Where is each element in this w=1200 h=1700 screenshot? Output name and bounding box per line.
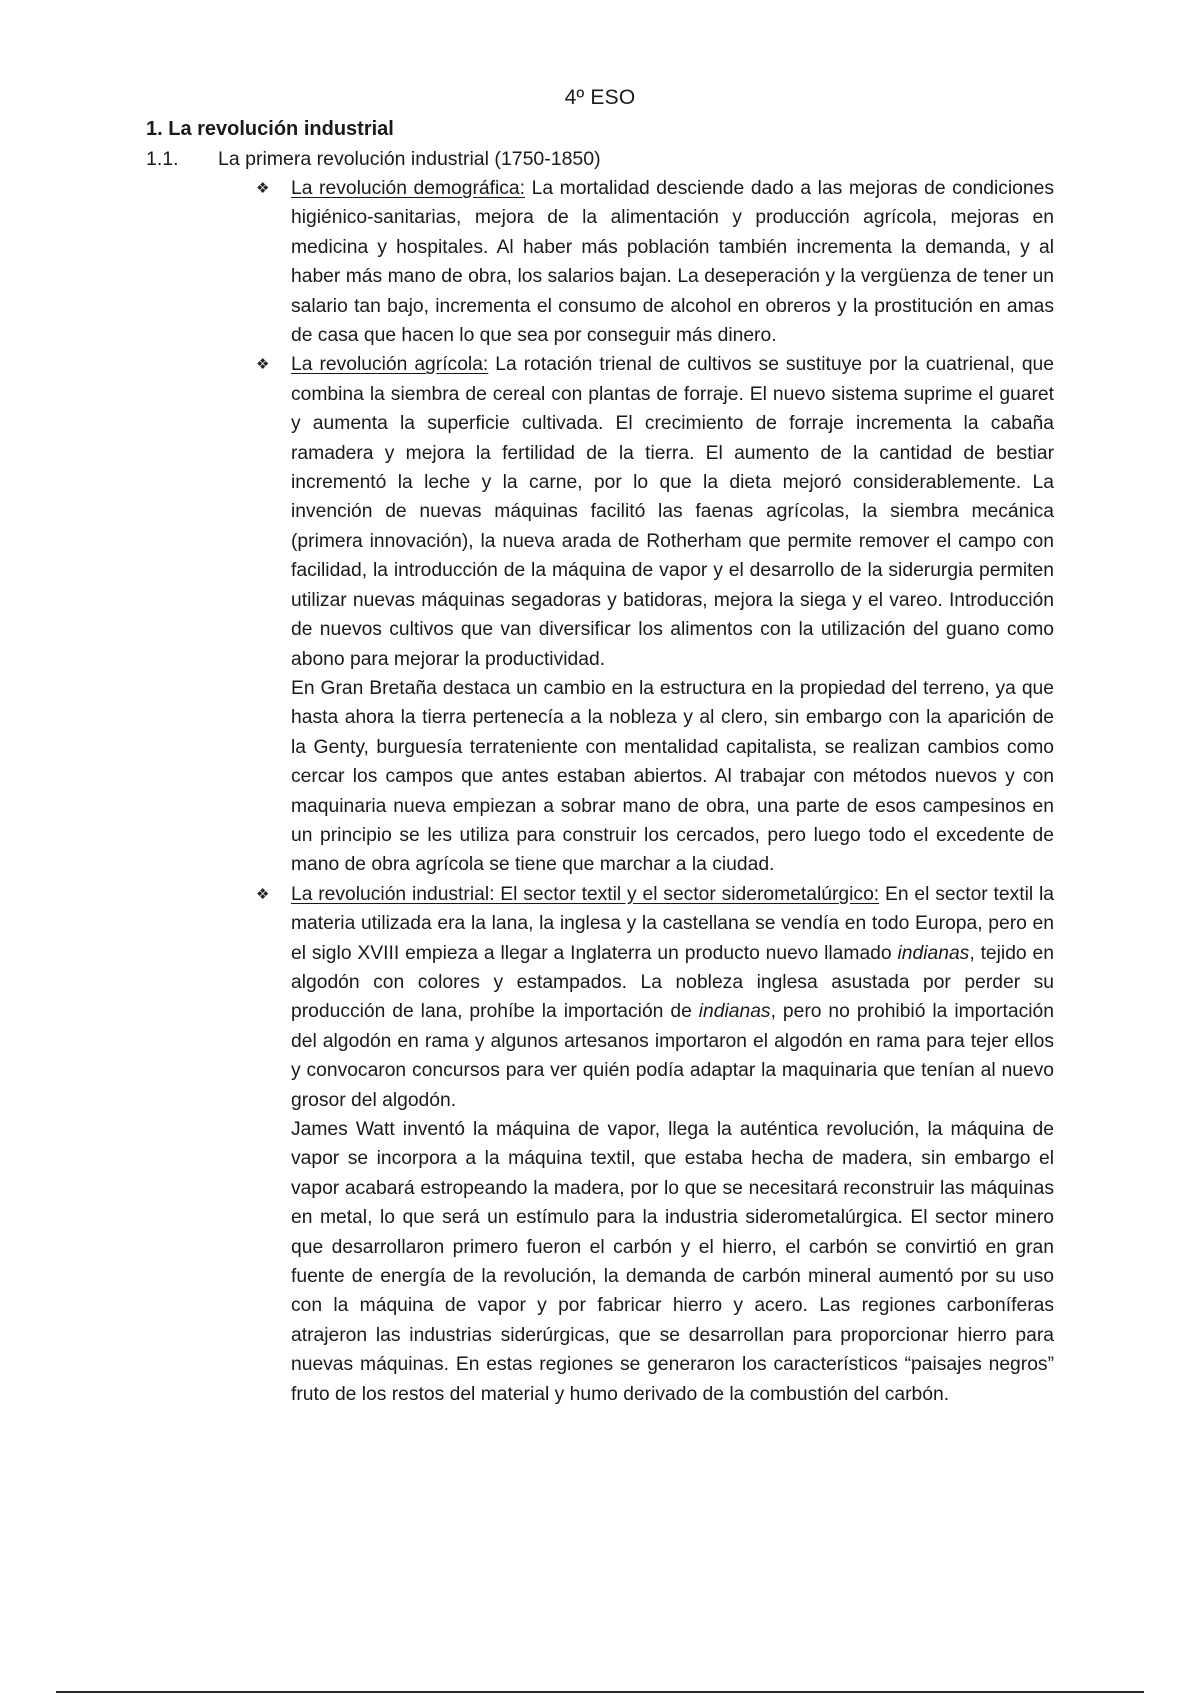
subsection-heading — [146, 148, 601, 171]
bullet-text: La rotación trienal de cultivos se sustituye por la cuatrienal, que combina la siembra de cereal con plantas de forraje. El nuevo sistema suprime el guaret y aumenta la superficie cultivada. El crecimiento de forraje incrementa la cabaña ramadera y mejora la fertilidad de la tierra. El aumento de la cantidad de bestiar incrementó la leche y la carne, por lo que la dieta mejoró considerablemente. La invención de nuevas máquinas facilitó las faenas agrícolas, la siembra mecánica (primera innovación), la nueva arada de Rotherham que permite remover el campo con facilidad, la introducción de la máquina de vapor y el desarrollo de la siderurgia permiten utilizar nuevas máquinas segadoras y batidoras, mejora la siega y el vareo. Introducción de nuevos cultivos que van diversificar los alimentos con la utilización del guano como abono para mejorar la productividad. — [291, 354, 1054, 670]
subsection-title: La primera revolución industrial (1750-1850) — [218, 148, 601, 170]
bullet-heading: La revolución industrial: El sector textil y el sector siderometalúrgico: — [291, 883, 880, 905]
bullet-text: , pero no prohibió la importación del algodón en rama y algunos artesanos importaron el algodón en rama para tejer ellos y convocaron concursos para ver quién podía adaptar la maquinaria que tenían al nuevo grosor del algodón. — [291, 1001, 1054, 1111]
section-title: 1. La revolución industrial — [146, 118, 394, 140]
bullet-industrial — [256, 880, 1054, 1409]
bullet-paragraph — [291, 880, 1054, 1115]
diamond-bullet-icon: ❖ — [256, 885, 270, 903]
bullet-demografica — [256, 174, 1054, 350]
page-header: 4º ESO — [564, 86, 636, 109]
bullet-text: En el sector textil la materia utilizada era la lana, la inglesa y la castellana se vendía en todo Europa, pero en el siglo XVIII empieza a llegar a Inglaterra un producto nuevo llamado — [291, 883, 1054, 964]
italic-term: indianas — [897, 942, 970, 964]
bullet-paragraph — [291, 350, 1054, 673]
diamond-bullet-icon: ❖ — [256, 180, 270, 197]
bullet-text: La mortalidad desciende dado a las mejoras de condiciones higiénico-sanitarias, mejora de la alimentación y producción agrícola, mejoras en medicina y hospitales. Al haber más población también incrementa la demanda, y al haber más mano de obra, los salarios bajan. La deseperación y la vergüenza de tener un salario tan bajo, incrementa el consumo de alcohol en obreros y la prostitución en amas de casa que hacen lo que sea por conseguir más dinero. — [291, 178, 1054, 347]
bullet-heading: La revolución agrícola: — [291, 354, 489, 376]
footer-divider — [56, 1691, 1144, 1693]
bullet-continuation-paragraph: James Watt inventó la máquina de vapor, llega la auténtica revolución, la máquina de vapor se incorpora a la máquina textil, que estaba hecha de madera, sin embargo el vapor acabará estropeando la madera, por lo que se necesitará reconstruir las máquinas en metal, lo que será un estímulo para la industria siderometalúrgica. El sector minero que desarrollaron primero fueron el carbón y el hierro, el carbón se convirtió en gran fuente de energía de la revolución, la demanda de carbón mineral aumentó por su uso con la máquina de vapor y por fabricar hierro y acero. Las regiones carboníferas atrajeron las industrias siderúrgicas, que se desarrollan para proporcionar hierro para nuevas máquinas. En estas regiones se generaron los característicos “paisajes negros” fruto de los restos del material y humo derivado de la combustión del carbón. — [291, 1119, 1054, 1405]
bullet-agricola — [256, 350, 1054, 879]
diamond-bullet-icon: ❖ — [256, 356, 270, 374]
bullet-continuation-paragraph: En Gran Bretaña destaca un cambio en la estructura en la propiedad del terreno, ya que hasta ahora la tierra pertenecía a la nobleza y al clero, sin embargo con la aparición de la Genty, burguesía terrateniente con mentalidad capitalista, se realizan cambios como cercar los campos que antes estaban abiertos. Al trabajar con métodos nuevos y con maquinaria nueva empiezan a sobrar mano de obra, una parte de esos campesinos en un principio se les utiliza para construir los cercados, pero luego todo el excedente de mano de obra agrícola se tiene que marchar a la ciudad. — [291, 677, 1054, 876]
document-body — [256, 174, 1054, 1409]
bullet-heading: La revolución demográfica: — [291, 178, 526, 199]
bullet-paragraph — [291, 174, 1054, 350]
italic-term: indianas — [698, 1001, 771, 1023]
bullet-text: , tejido en algodón con colores y estampados. La nobleza inglesa asustada por perder su producción de lana, prohíbe la importación de — [291, 942, 1054, 1023]
subsection-number: 1.1. — [146, 148, 179, 170]
